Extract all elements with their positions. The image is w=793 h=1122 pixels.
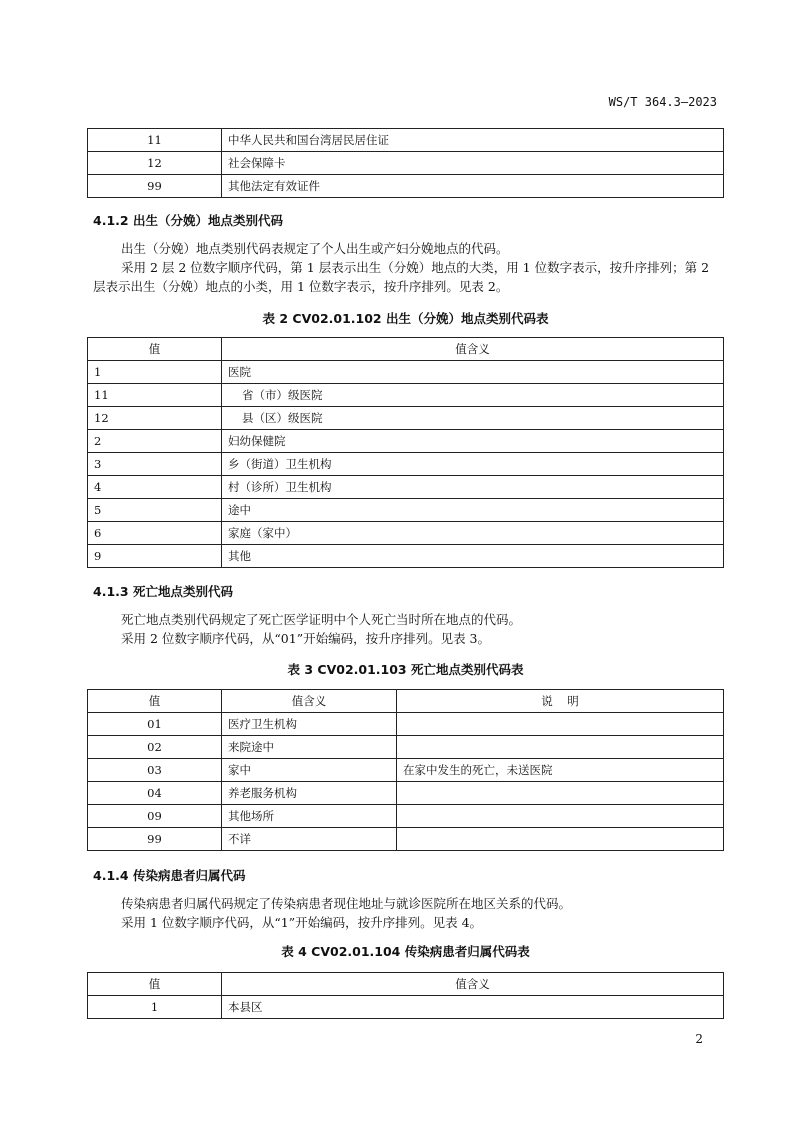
cell-meaning: 妇幼保健院 bbox=[222, 430, 724, 453]
section-heading-4-1-2: 4.1.2 出生（分娩）地点类别代码 bbox=[93, 213, 283, 228]
cell-note bbox=[397, 782, 724, 805]
cell-meaning: 县（区）级医院 bbox=[222, 407, 724, 430]
document-code: WS/T 364.3—2023 bbox=[608, 95, 717, 109]
cell-meaning: 其他场所 bbox=[222, 805, 397, 828]
table-row bbox=[88, 828, 724, 851]
table-row bbox=[88, 430, 724, 453]
paragraph: 出生（分娩）地点类别代码表规定了个人出生或产妇分娩地点的代码。 bbox=[121, 241, 509, 256]
cell-value: 5 bbox=[88, 499, 222, 522]
section-4-1-2-body bbox=[93, 239, 723, 296]
table-row bbox=[88, 384, 724, 407]
cell-note: 在家中发生的死亡，未送医院 bbox=[397, 759, 724, 782]
table-row bbox=[88, 407, 724, 430]
cell-value: 02 bbox=[88, 736, 222, 759]
cell-meaning: 村（诊所）卫生机构 bbox=[222, 476, 724, 499]
cell-value: 12 bbox=[88, 152, 222, 175]
cell-value: 99 bbox=[88, 175, 222, 198]
header-note: 说 明 bbox=[397, 690, 724, 713]
section-heading-4-1-3: 4.1.3 死亡地点类别代码 bbox=[93, 584, 233, 599]
table-row bbox=[88, 713, 724, 736]
header-value: 值 bbox=[88, 690, 222, 713]
table-row bbox=[88, 996, 724, 1019]
cell-meaning: 养老服务机构 bbox=[222, 782, 397, 805]
table-row bbox=[88, 453, 724, 476]
cell-value: 4 bbox=[88, 476, 222, 499]
cell-note bbox=[397, 713, 724, 736]
table-header-row bbox=[88, 338, 724, 361]
table-row bbox=[88, 175, 724, 198]
cell-value: 12 bbox=[88, 407, 222, 430]
table-row bbox=[88, 782, 724, 805]
cell-note bbox=[397, 805, 724, 828]
table-3-caption: 表 3 CV02.01.103 死亡地点类别代码表 bbox=[287, 662, 524, 677]
table-4 bbox=[87, 972, 724, 1019]
table-2-caption: 表 2 CV02.01.102 出生（分娩）地点类别代码表 bbox=[262, 311, 549, 326]
cell-value: 04 bbox=[88, 782, 222, 805]
cell-note bbox=[397, 736, 724, 759]
cell-meaning: 来院途中 bbox=[222, 736, 397, 759]
section-4-1-4-body bbox=[93, 894, 723, 932]
cell-meaning: 其他 bbox=[222, 545, 724, 568]
table-1-continued bbox=[87, 128, 724, 198]
cell-meaning: 省（市）级医院 bbox=[222, 384, 724, 407]
cell-value: 99 bbox=[88, 828, 222, 851]
cell-value: 3 bbox=[88, 453, 222, 476]
cell-meaning: 家中 bbox=[222, 759, 397, 782]
cell-value: 11 bbox=[88, 129, 222, 152]
header-meaning: 值含义 bbox=[222, 338, 724, 361]
cell-meaning: 医院 bbox=[222, 361, 724, 384]
table-header-row bbox=[88, 690, 724, 713]
table-row bbox=[88, 152, 724, 175]
paragraph: 传染病患者归属代码规定了传染病患者现住地址与就诊医院所在地区关系的代码。 bbox=[121, 896, 572, 911]
cell-meaning: 乡（街道）卫生机构 bbox=[222, 453, 724, 476]
paragraph: 采用 1 位数字顺序代码，从“1”开始编码，按升序排列。见表 4。 bbox=[121, 915, 483, 930]
table-row bbox=[88, 129, 724, 152]
section-4-1-3-body bbox=[93, 610, 723, 648]
table-row bbox=[88, 805, 724, 828]
cell-meaning: 不详 bbox=[222, 828, 397, 851]
cell-meaning: 本县区 bbox=[222, 996, 724, 1019]
table-row bbox=[88, 361, 724, 384]
cell-meaning: 中华人民共和国台湾居民居住证 bbox=[222, 129, 724, 152]
table-4-caption: 表 4 CV02.01.104 传染病患者归属代码表 bbox=[281, 944, 530, 959]
paragraph: 采用 2 位数字顺序代码，从“01”开始编码，按升序排列。见表 3。 bbox=[121, 631, 491, 646]
section-heading-4-1-4: 4.1.4 传染病患者归属代码 bbox=[93, 868, 246, 883]
header-meaning: 值含义 bbox=[222, 973, 724, 996]
table-2 bbox=[87, 337, 724, 568]
cell-value: 01 bbox=[88, 713, 222, 736]
table-3 bbox=[87, 689, 724, 851]
table-row bbox=[88, 476, 724, 499]
table-row bbox=[88, 499, 724, 522]
page-number: 2 bbox=[695, 1032, 703, 1046]
cell-meaning: 途中 bbox=[222, 499, 724, 522]
paragraph: 死亡地点类别代码规定了死亡医学证明中个人死亡当时所在地点的代码。 bbox=[121, 612, 522, 627]
cell-meaning: 社会保障卡 bbox=[222, 152, 724, 175]
cell-value: 11 bbox=[88, 384, 222, 407]
cell-value: 2 bbox=[88, 430, 222, 453]
table-row bbox=[88, 522, 724, 545]
cell-value: 1 bbox=[88, 361, 222, 384]
paragraph: 采用 2 层 2 位数字顺序代码，第 1 层表示出生（分娩）地点的大类，用 1 位数字表示，按升序排列；第 2 层表示出生（分娩）地点的小类，用 1 位数字表示，按升序排列。见表 2。 bbox=[93, 260, 710, 294]
header-meaning: 值含义 bbox=[222, 690, 397, 713]
table-row bbox=[88, 545, 724, 568]
cell-value: 09 bbox=[88, 805, 222, 828]
cell-meaning: 其他法定有效证件 bbox=[222, 175, 724, 198]
cell-meaning: 家庭（家中） bbox=[222, 522, 724, 545]
cell-note bbox=[397, 828, 724, 851]
cell-value: 9 bbox=[88, 545, 222, 568]
header-value: 值 bbox=[88, 973, 222, 996]
cell-value: 1 bbox=[88, 996, 222, 1019]
table-row bbox=[88, 759, 724, 782]
table-header-row bbox=[88, 973, 724, 996]
cell-value: 03 bbox=[88, 759, 222, 782]
table-row bbox=[88, 736, 724, 759]
header-value: 值 bbox=[88, 338, 222, 361]
cell-meaning: 医疗卫生机构 bbox=[222, 713, 397, 736]
cell-value: 6 bbox=[88, 522, 222, 545]
